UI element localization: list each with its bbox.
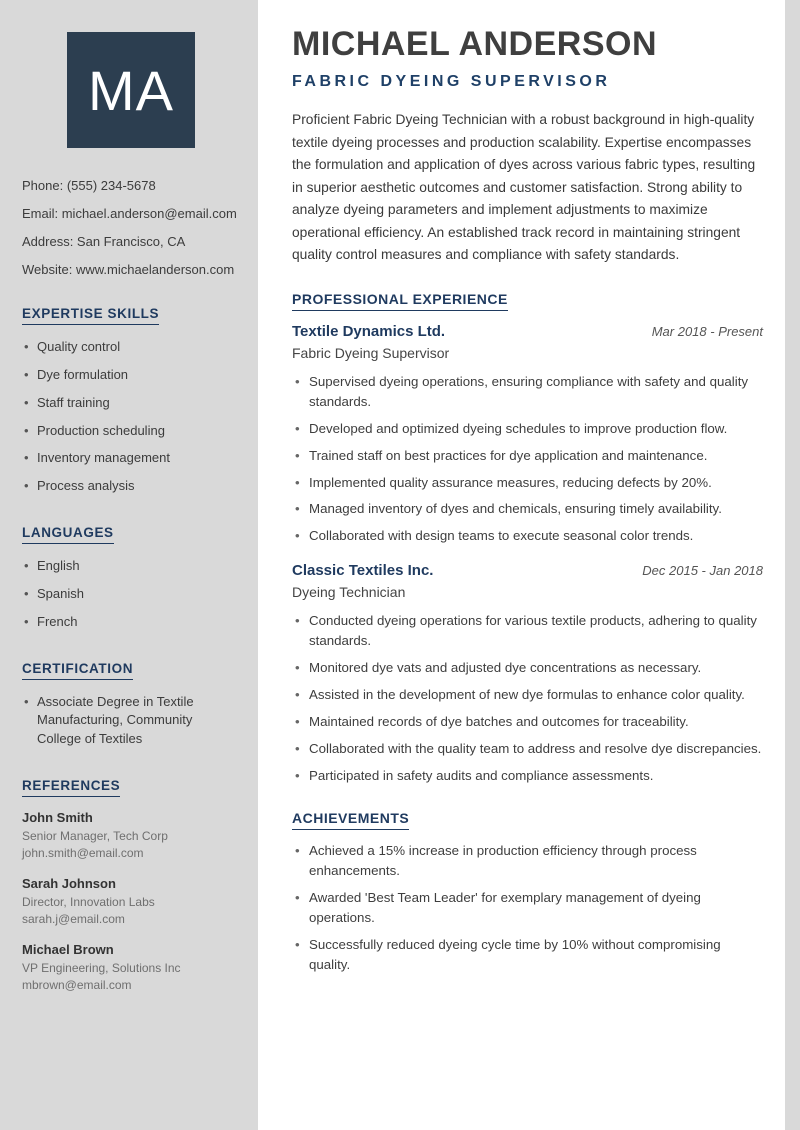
contact-address: Address: San Francisco, CA <box>22 234 186 249</box>
job-entry <box>292 323 763 547</box>
job-bullet: • Conducted dyeing operations for various textile products, adhering to quality standards. <box>292 611 763 651</box>
summary-paragraph: Proficient Fabric Dyeing Technician with a robust background in high-quality textile dyeing processes and production scalability. Expertise encompasses the formulation and application of dyes across various fabric types, resulting in superior aesthetic outcomes and customer satisfaction. Strong ability to analyze dyeing parameters and implement adjustments to maximize operational efficiency. An established track record in maintaining stringent quality control measures and compliance with safety standards. <box>292 112 756 263</box>
candidate-name: MICHAEL ANDERSON <box>292 25 658 63</box>
job-bullet-list <box>292 611 763 786</box>
reference-email: mbrown@email.com <box>22 978 132 993</box>
reference-role: VP Engineering, Solutions Inc <box>22 961 181 976</box>
certification-item: • Associate Degree in Textile Manufacturing, Community College of Textiles <box>22 693 240 750</box>
job-bullet: • Assisted in the development of new dye formulas to enhance color quality. <box>292 685 763 705</box>
contact-phone: Phone: (555) 234-5678 <box>22 178 156 193</box>
job-role: Fabric Dyeing Supervisor <box>292 344 450 361</box>
job-header <box>292 562 763 579</box>
job-role: Dyeing Technician <box>292 584 406 601</box>
job-bullet: • Managed inventory of dyes and chemicals, ensuring timely availability. <box>292 499 763 519</box>
job-bullet: • Collaborated with design teams to execute seasonal color trends. <box>292 526 763 546</box>
company-name: Classic Textiles Inc. <box>292 562 434 580</box>
languages-list <box>22 557 240 632</box>
languages-title: LANGUAGES <box>22 525 114 544</box>
reference-entry <box>22 810 240 860</box>
skills-list <box>22 338 240 496</box>
company-name: Textile Dynamics Ltd. <box>292 322 446 340</box>
skill-item: • Production scheduling <box>22 422 240 441</box>
skill-item: • Inventory management <box>22 449 240 468</box>
reference-email: sarah.j@email.com <box>22 912 125 927</box>
job-dates: Dec 2015 - Jan 2018 <box>642 563 763 579</box>
skill-item: • Process analysis <box>22 477 240 496</box>
skills-section <box>22 305 240 496</box>
certification-title: CERTIFICATION <box>22 661 133 680</box>
reference-name: Michael Brown <box>22 942 114 958</box>
skill-item: • Quality control <box>22 338 240 357</box>
skills-title: EXPERTISE SKILLS <box>22 306 159 325</box>
achievement-bullet: • Successfully reduced dyeing cycle time by 10% without compromising quality. <box>292 935 763 975</box>
job-entry <box>292 562 763 786</box>
job-bullet-list <box>292 372 763 547</box>
page-right-margin <box>785 0 800 1130</box>
certification-section <box>22 660 240 750</box>
language-item: • English <box>22 557 240 576</box>
reference-entry <box>22 876 240 926</box>
contact-section <box>22 178 240 277</box>
language-item: • Spanish <box>22 585 240 604</box>
achievement-bullet: • Awarded 'Best Team Leader' for exemplary management of dyeing operations. <box>292 888 763 928</box>
contact-email: Email: michael.anderson@email.com <box>22 206 237 221</box>
job-bullet: • Monitored dye vats and adjusted dye concentrations as necessary. <box>292 658 763 678</box>
experience-section <box>292 291 763 786</box>
references-section <box>22 777 240 992</box>
sidebar <box>0 0 258 1130</box>
reference-entry <box>22 942 240 992</box>
job-bullet: • Maintained records of dye batches and outcomes for traceability. <box>292 712 763 732</box>
experience-title: PROFESSIONAL EXPERIENCE <box>292 291 508 311</box>
skill-item: • Staff training <box>22 394 240 413</box>
references-title: REFERENCES <box>22 778 120 797</box>
contact-website: Website: www.michaelanderson.com <box>22 262 235 277</box>
job-bullet: • Supervised dyeing operations, ensuring compliance with safety and quality standards. <box>292 372 763 412</box>
candidate-headline: FABRIC DYEING SUPERVISOR <box>292 73 611 91</box>
job-bullet: • Developed and optimized dyeing schedules to improve production flow. <box>292 419 763 439</box>
certification-list <box>22 693 240 750</box>
reference-role: Director, Innovation Labs <box>22 895 155 910</box>
reference-name: John Smith <box>22 810 93 826</box>
job-bullet: • Participated in safety audits and compliance assessments. <box>292 766 763 786</box>
achievements-title: ACHIEVEMENTS <box>292 810 409 830</box>
job-header <box>292 323 763 340</box>
job-bullet: • Implemented quality assurance measures, reducing defects by 20%. <box>292 473 763 493</box>
job-bullet: • Collaborated with the quality team to address and resolve dye discrepancies. <box>292 739 763 759</box>
monogram-badge <box>67 32 195 148</box>
achievements-list <box>292 841 763 975</box>
achievement-bullet: • Achieved a 15% increase in production efficiency through process enhancements. <box>292 841 763 881</box>
job-dates: Mar 2018 - Present <box>651 323 763 339</box>
reference-email: john.smith@email.com <box>22 846 144 861</box>
monogram-initials: MA <box>88 58 174 122</box>
languages-section <box>22 524 240 632</box>
main-content <box>258 0 785 1130</box>
skill-item: • Dye formulation <box>22 366 240 385</box>
reference-name: Sarah Johnson <box>22 876 116 892</box>
reference-role: Senior Manager, Tech Corp <box>22 829 168 844</box>
job-bullet: • Trained staff on best practices for dye application and maintenance. <box>292 446 763 466</box>
language-item: • French <box>22 613 240 632</box>
achievements-section <box>292 810 763 975</box>
